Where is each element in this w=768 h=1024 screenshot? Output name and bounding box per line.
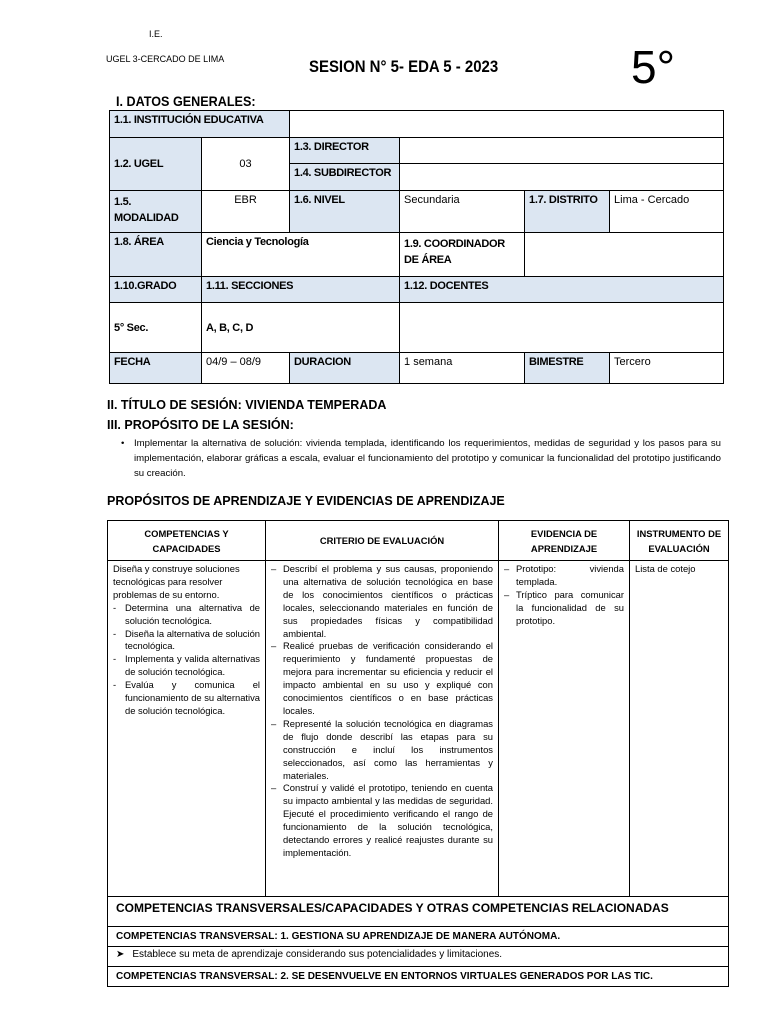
list-item: – Prototipo: vivienda templada. (504, 563, 624, 587)
distrito-label: 1.7. DISTRITO (525, 191, 610, 233)
nivel-value: Secundaria (400, 191, 525, 233)
section3-title: III. PROPÓSITO DE LA SESIÓN: (107, 418, 294, 432)
bimestre-label: BIMESTRE (525, 353, 610, 384)
modalidad-value: EBR (202, 191, 290, 233)
list-item: - Determina una alternativa de solución tecnológica. (113, 601, 260, 626)
distrito-value: Lima - Cercado (610, 191, 724, 233)
header-criterio: CRITERIO DE EVALUACIÓN (266, 521, 499, 561)
institucion-label: 1.1. INSTITUCIÓN EDUCATIVA (110, 111, 290, 138)
subdirector-label: 1.4. SUBDIRECTOR (290, 164, 400, 191)
docentes-label: 1.12. DOCENTES (400, 277, 724, 303)
director-label: 1.3. DIRECTOR (290, 138, 400, 164)
fecha-value: 04/9 – 08/9 (202, 353, 290, 384)
list-item: - Implementa y valida alternativas de solución tecnológica. (113, 653, 260, 678)
competencias-cell (108, 561, 266, 897)
grado-value: 5° Sec. (110, 303, 202, 353)
docentes-value (400, 303, 724, 353)
bullet-icon: • (121, 438, 125, 449)
list-item: – Construí y validé el prototipo, teniendo en cuenta su impacto ambiental y las medidas de seguridad. Ejecuté el procedimiento verificando el rango de funcionamiento de la solución tecnológica, detectando errores y realicé reajustes durante su implementación. (271, 782, 493, 858)
purpose-text: Implementar la alternativa de solución: vivienda templada, identificando los requerimientos, medidas de seguridad y los pasos para su implementación, elaborar gráficas a escala, evaluar el funcionamiento del prototipo y comunicar la funcionalidad del prototipo justificando su creación. (134, 438, 721, 479)
institucion-value (290, 111, 724, 138)
purposes-table (107, 520, 729, 987)
coordinador-label: 1.9. COORDINADOR DE ÁREA (400, 233, 525, 277)
ugel-label: 1.2. UGEL (110, 138, 202, 191)
secciones-label: 1.11. SECCIONES (202, 277, 400, 303)
transversal-1-item: Establece su meta de aprendizaje considerando sus potencialidades y limitaciones. (132, 949, 503, 960)
grado-label: 1.10.GRADO (110, 277, 202, 303)
list-item: – Describí el problema y sus causas, proponiendo una alternativa de solución tecnológica en base de los conocimientos científicos o prácticas locales, seleccionando materiales en función de sus propiedades físicas y compatibilidad ambiental. (271, 563, 493, 639)
list-item: - Diseña la alternativa de solución tecnológica. (113, 627, 260, 652)
criterios-cell (266, 561, 499, 897)
bimestre-value: Tercero (610, 353, 724, 384)
evidencias-cell (499, 561, 630, 897)
header-instrumento: INSTRUMENTO DE EVALUACIÓN (630, 521, 729, 561)
transversal-1-item-row (108, 947, 729, 967)
coordinador-value (525, 233, 724, 277)
criterios-list (271, 563, 493, 860)
director-value (400, 138, 724, 164)
list-item: – Tríptico para comunicar la funcionalidad de su prototipo. (504, 588, 624, 626)
modalidad-label: 1.5. MODALIDAD (110, 191, 202, 233)
header-competencias: COMPETENCIAS Y CAPACIDADES (108, 521, 266, 561)
area-value: Ciencia y Tecnología (202, 233, 400, 277)
session-title: SESION N° 5- EDA 5 - 2023 (309, 57, 499, 76)
subdirector-value (400, 164, 724, 191)
transversales-title: COMPETENCIAS TRANSVERSALES/CAPACIDADES Y OTRAS COMPETENCIAS RELACIONADAS (108, 897, 729, 927)
list-item: – Representé la solución tecnológica en diagramas de flujo donde describí las etapas para su construcción e incluí los instrumentos seleccionados, así como las herramientas y materiales. (271, 717, 493, 781)
duracion-value: 1 semana (400, 353, 525, 384)
capacidades-list (113, 602, 260, 718)
area-label: 1.8. ÁREA (110, 233, 202, 277)
fecha-label: FECHA (110, 353, 202, 384)
evidencias-list (504, 563, 624, 628)
nivel-label: 1.6. NIVEL (290, 191, 400, 233)
grade-big: 5° (631, 41, 675, 93)
transversal-2: COMPETENCIAS TRANSVERSAL: 2. SE DESENVUELVE EN ENTORNOS VIRTUALES GENERADOS POR LAS TIC. (108, 967, 729, 987)
ugel-value: 03 (202, 138, 290, 191)
secciones-value: A, B, C, D (202, 303, 400, 353)
ugel-label: UGEL 3-CERCADO DE LIMA (106, 54, 225, 64)
header-evidencia: EVIDENCIA DE APRENDIZAJE (499, 521, 630, 561)
list-item: – Realicé pruebas de verificación considerando el requerimiento y fundamenté propuestas de mejora para incrementar su eficiencia y reducir el impacto ambiental en su uso y expliqué con conocimientos científicos o en base prácticas locales. (271, 640, 493, 716)
purpose-bullet-block (121, 436, 721, 481)
competencia-intro: Diseña y construye soluciones tecnológicas para resolver problemas de su entorno. (113, 563, 240, 600)
duracion-label: DURACION (290, 353, 400, 384)
section2-title: II. TÍTULO DE SESIÓN: VIVIENDA TEMPERADA (107, 398, 387, 412)
transversal-1: COMPETENCIAS TRANSVERSAL: 1. GESTIONA SU APRENDIZAJE DE MANERA AUTÓNOMA. (108, 927, 729, 947)
datos-generales-table (109, 110, 724, 384)
purposes-title: PROPÓSITOS DE APRENDIZAJE Y EVIDENCIAS DE APRENDIZAJE (107, 494, 505, 508)
ie-label: I.E. (149, 29, 163, 39)
list-item: - Evalúa y comunica el funcionamiento de su alternativa de solución tecnológica. (113, 679, 260, 716)
section1-title: I. DATOS GENERALES: (116, 93, 256, 109)
arrow-icon: ➤ (116, 949, 125, 960)
instrumento-cell: Lista de cotejo (630, 561, 729, 897)
